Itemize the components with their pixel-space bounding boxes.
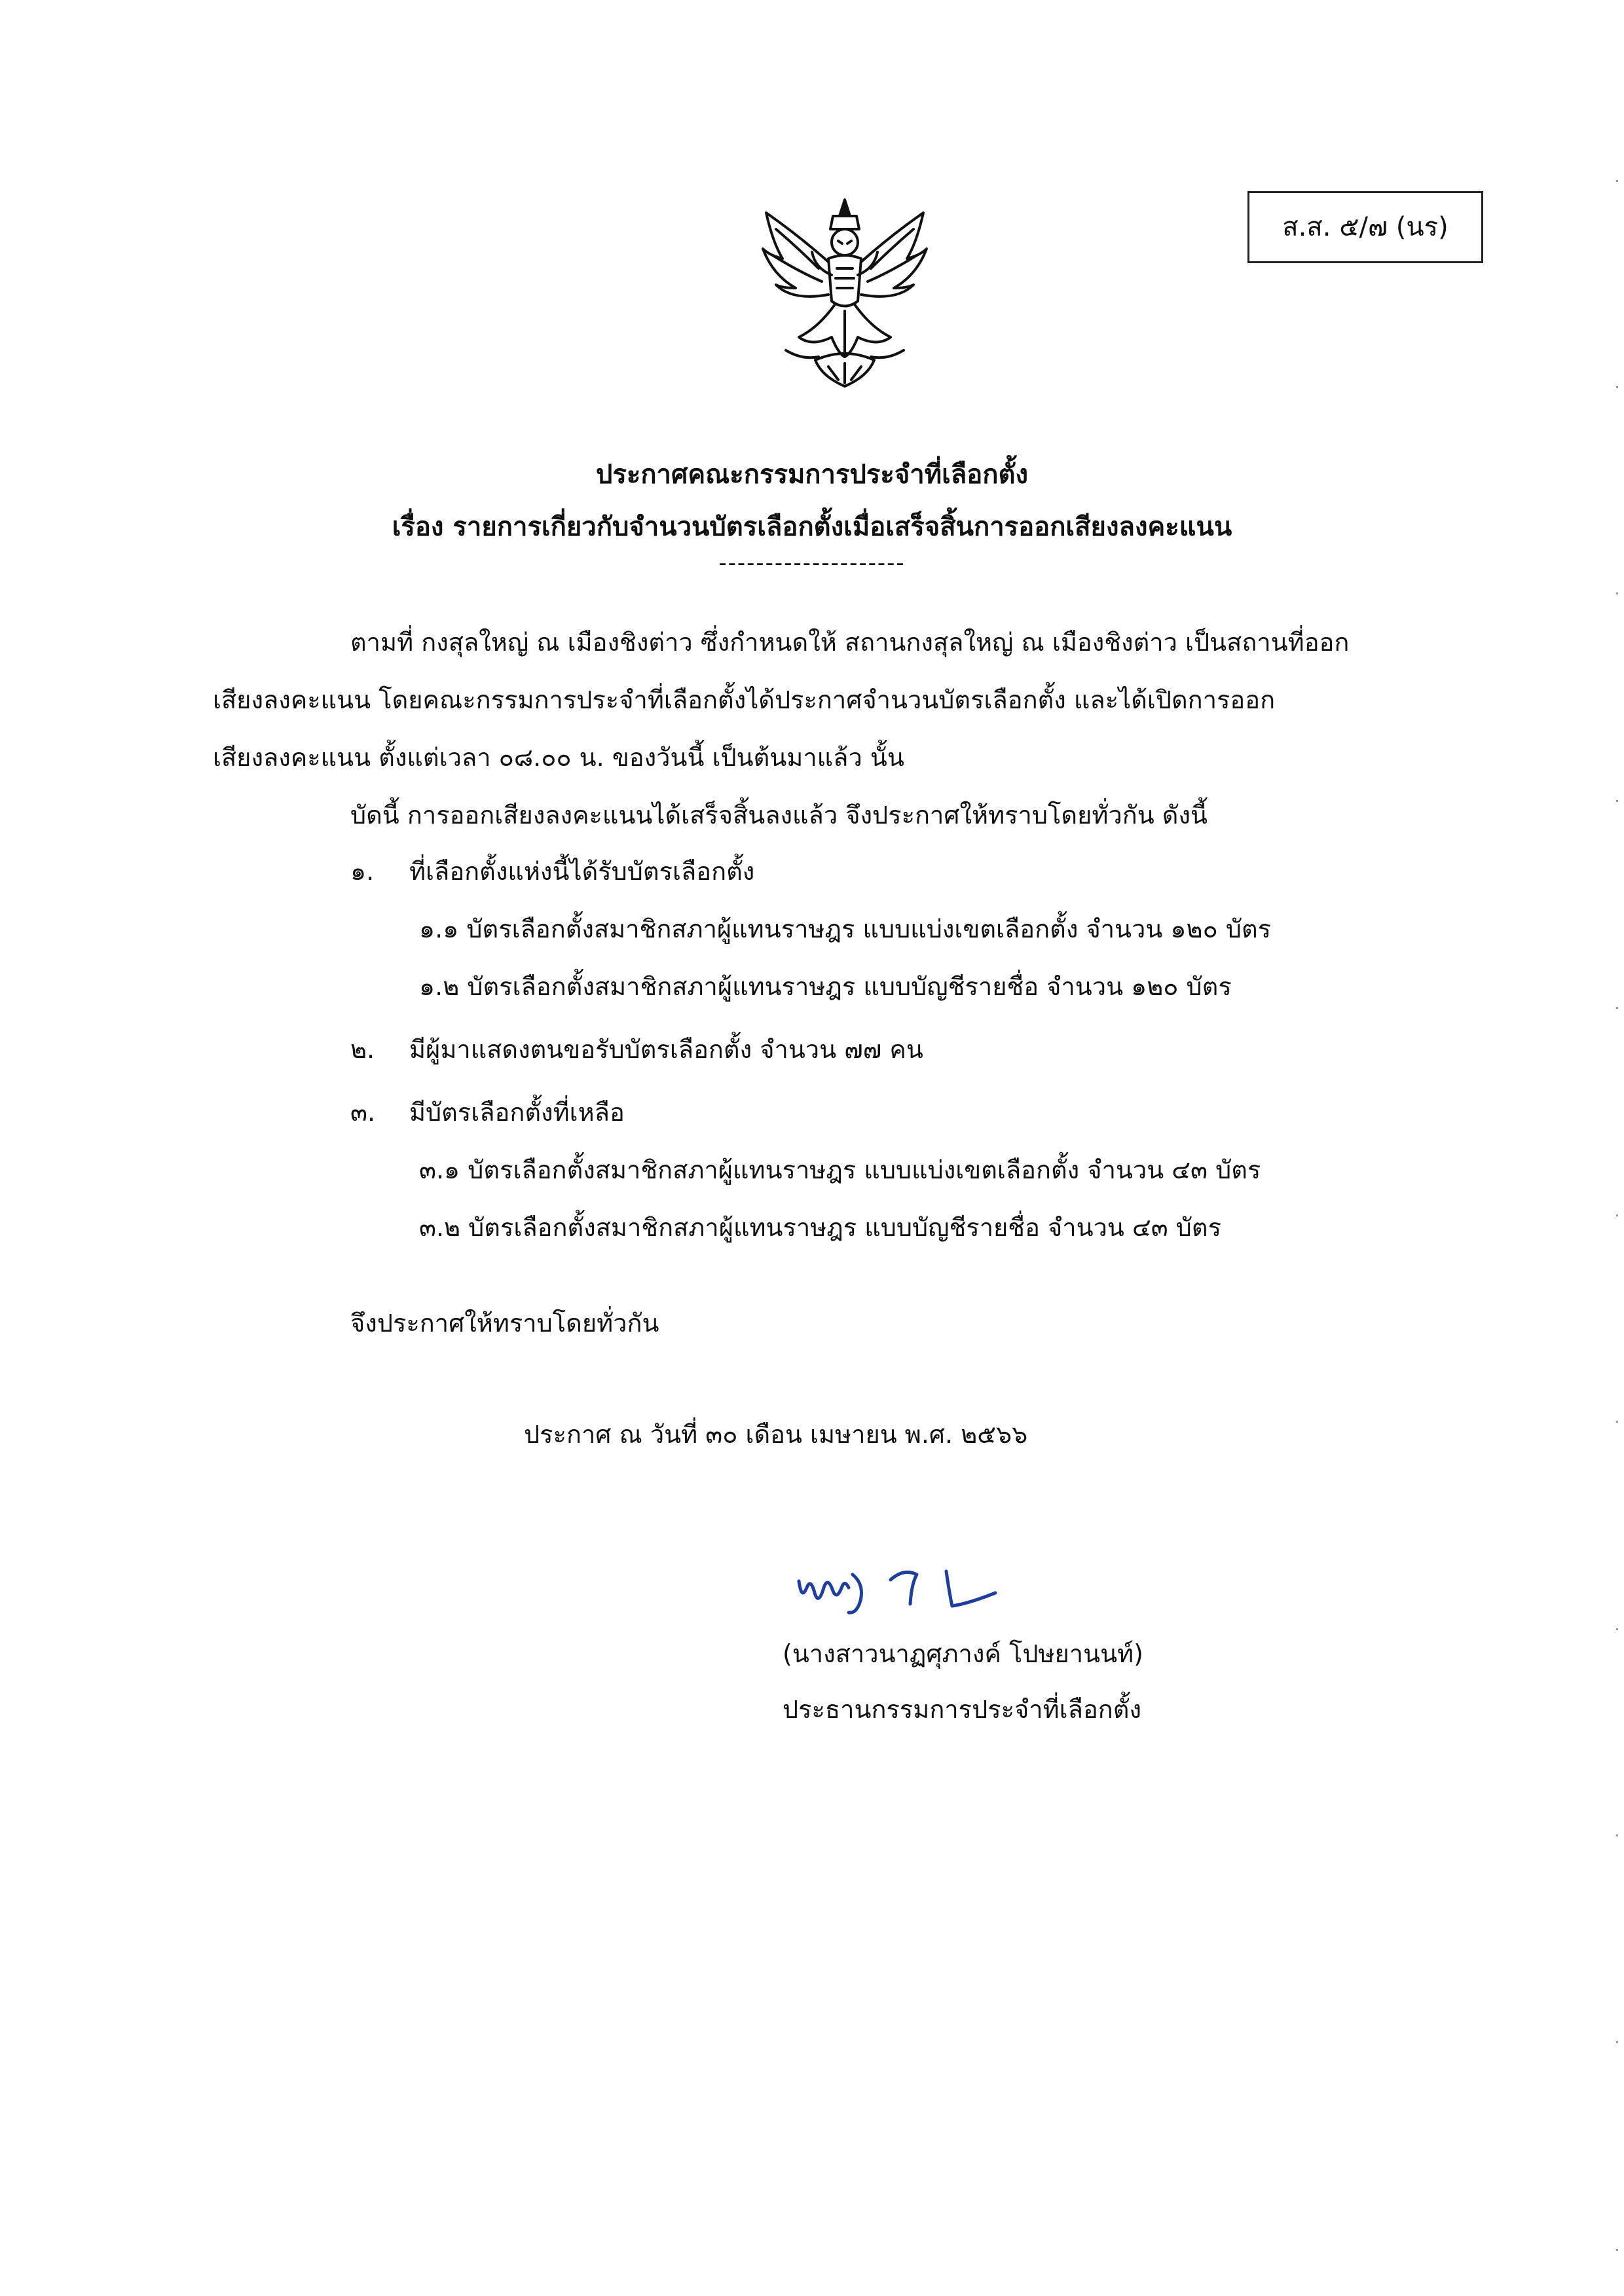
item-text: มีผู้มาแสดงตนขอรับบัตรเลือกตั้ง จำนวน ๗๗ คน (409, 1035, 923, 1064)
item-number: ๑. (350, 857, 375, 886)
announcement-title: ประกาศคณะกรรมการประจำที่เลือกตั้ง (595, 460, 1029, 490)
garuda-emblem-icon (747, 196, 943, 406)
scan-mark (1616, 800, 1618, 802)
item-number: ๒. (350, 1035, 375, 1064)
scan-mark (1616, 2041, 1618, 2043)
scan-mark (1616, 1834, 1618, 1836)
signatory-name: (นางสาวนาฏศุภางค์ โปษยานนท์) (783, 1639, 1143, 1668)
item-number: ๓. (350, 1098, 376, 1127)
announcement-subject: เรื่อง รายการเกี่ยวกับจำนวนบัตรเลือกตั้งเมื่อเสร็จสิ้นการออกเสียงลงคะแนน (392, 512, 1232, 542)
body-para1-line1: ตามที่ กงสุลใหญ่ ณ เมืองชิงต่าว ซึ่งกำหนดให้ สถานกงสุลใหญ่ ณ เมืองชิงต่าว เป็นสถานที่ออก (350, 628, 1350, 657)
subitem-text: ๓.๒ บัตรเลือกตั้งสมาชิกสภาผู้แทนราษฎร แบบบัญชีรายชื่อ จำนวน ๔๓ บัตร (419, 1213, 1221, 1242)
signature-icon (792, 1555, 1008, 1627)
scan-mark (1616, 386, 1618, 388)
signatory-position: ประธานกรรมการประจำที่เลือกตั้ง (783, 1695, 1142, 1724)
form-code-box: ส.ส. ๕/๗ (นร) (1247, 191, 1483, 263)
scan-mark (1616, 1214, 1618, 1216)
item-text: ที่เลือกตั้งแห่งนี้ได้รับบัตรเลือกตั้ง (409, 857, 755, 886)
body-para2: บัดนี้ การออกเสียงลงคะแนนได้เสร็จสิ้นลงแล้ว จึงประกาศให้ทราบโดยทั่วกัน ดังนี้ (350, 801, 1208, 829)
subitem-text: ๑.๑ บัตรเลือกตั้งสมาชิกสภาผู้แทนราษฎร แบบแบ่งเขตเลือกตั้ง จำนวน ๑๒๐ บัตร (419, 915, 1272, 943)
scan-mark (1616, 592, 1618, 594)
body-para1-line2: เสียงลงคะแนน โดยคณะกรรมการประจำที่เลือกตั้งได้ประกาศจำนวนบัตรเลือกตั้ง และได้เปิดการออก (213, 685, 1276, 714)
scan-mark (1616, 1421, 1618, 1423)
scan-mark (1616, 1628, 1618, 1630)
title-separator: -------------------- (718, 550, 906, 576)
body-para1-line3: เสียงลงคะแนน ตั้งแต่เวลา ๐๘.๐๐ น. ของวันนี้ เป็นต้นมาแล้ว นั้น (213, 743, 904, 772)
scan-mark (1616, 180, 1618, 182)
item-text: มีบัตรเลือกตั้งที่เหลือ (409, 1098, 625, 1127)
closing-statement: จึงประกาศให้ทราบโดยทั่วกัน (350, 1309, 659, 1338)
subitem-text: ๑.๒ บัตรเลือกตั้งสมาชิกสภาผู้แทนราษฎร แบบบัญชีรายชื่อ จำนวน ๑๒๐ บัตร (419, 972, 1232, 1001)
subitem-text: ๓.๑ บัตรเลือกตั้งสมาชิกสภาผู้แทนราษฎร แบบแบ่งเขตเลือกตั้ง จำนวน ๔๓ บัตร (419, 1156, 1261, 1184)
announcement-date: ประกาศ ณ วันที่ ๓๐ เดือน เมษายน พ.ศ. ๒๕๖๖ (524, 1420, 1028, 1449)
scan-mark (1616, 1007, 1618, 1009)
scan-mark (1616, 2249, 1618, 2251)
